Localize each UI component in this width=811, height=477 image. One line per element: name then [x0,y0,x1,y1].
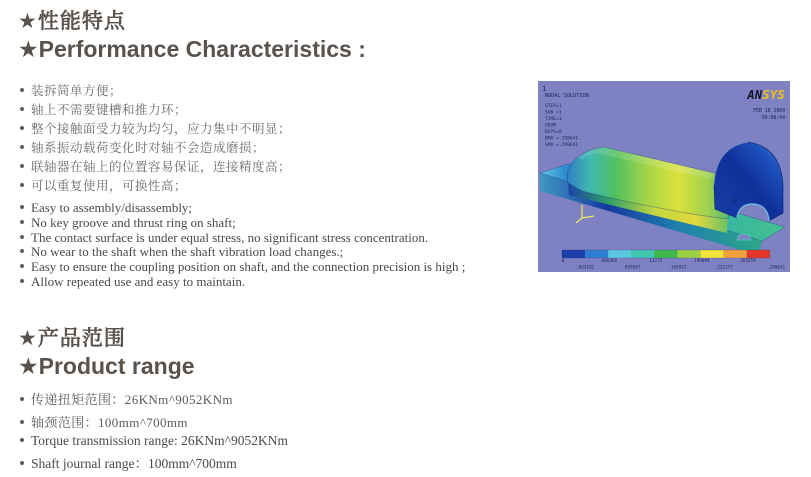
bullet-icon [20,438,24,442]
bullet-icon [20,279,24,283]
bullet-item [20,389,233,412]
product-heading-zh: ★产品范围 [18,327,126,350]
ansys-logo: ANSYS [747,88,785,102]
bullet-item [20,452,288,471]
legend-segment [701,250,724,258]
bullet-icon [20,461,24,465]
bullet-item [20,200,465,215]
legend-label: .232277 [714,265,733,271]
solution-title: NODAL SOLUTION [545,93,589,99]
bullet-icon [20,205,24,209]
legend-segment [631,250,654,258]
bullet-text: Shaft journal range：100mm^700mm [31,456,237,471]
legend-label: .066365 [599,259,618,264]
bullet-text: 轴上不需要键槽和推力环； [31,103,188,117]
bullet-item [20,119,291,138]
legend-label: .298641 [766,265,786,271]
performance-bullets-en [20,200,465,289]
bullet-text: 装拆简单方便； [31,84,123,98]
bullet-item [20,138,291,157]
bullet-text: Easy to assembly/disassembly; [31,200,193,215]
ansys-simulation-image [538,81,790,272]
bullet-item [20,259,465,274]
bullet-item [20,230,465,245]
bullet-item [20,176,291,195]
bullet-text: No key groove and thrust ring on shaft; [31,214,236,230]
bullet-icon [20,164,24,168]
legend-segment [585,250,608,258]
bullet-icon [20,220,24,224]
performance-bullets-zh [20,81,291,195]
legend-label: .165912 [668,265,687,271]
legend-segment [678,250,701,258]
bullet-icon [20,420,24,424]
product-heading-en: ★Product range [18,353,195,379]
bullet-text: Easy to ensure the coupling position on shaft, and the connection precision is high ; [31,259,466,275]
bullet-icon [20,397,24,401]
bullet-text: 传递扭矩范围：26KNm^9052KNm [31,392,233,407]
legend-segment [562,250,585,258]
bullet-text: No wear to the shaft when the shaft vibration load changes.; [31,244,344,260]
bullet-icon [20,107,24,111]
bullet-text: The contact surface is under equal stress, no significant stress concentration. [31,229,429,245]
bullet-icon [20,249,24,253]
bullet-icon [20,126,24,130]
info-line: RSYS=0 [545,130,562,135]
bullet-text: 联轴器在轴上的位置容易保证，连接精度高； [31,160,292,174]
bullet-item [20,215,465,230]
performance-heading-zh: ★性能特点 [18,10,126,33]
bullet-text: 可以重复使用，可换性高； [31,179,188,193]
bullet-text: Allow repeated use and easy to maintain. [31,273,246,289]
bullet-icon [20,145,24,149]
ansys-simulation-figure [538,81,790,272]
legend-segment [654,250,677,258]
bullet-icon [20,264,24,268]
performance-heading [18,8,366,63]
bullet-icon [20,88,24,92]
product-bullets-zh [20,389,233,435]
bullet-item [20,274,465,289]
bullet-text: Torque transmission range: 26KNm^9052KNm [31,433,288,448]
legend-label: .265459 [737,259,756,264]
plot-date: FEB 18 2009 [753,109,785,114]
bullet-item [20,81,291,100]
info-line: SUB =1 [545,110,562,116]
legend-label: .13273 [646,259,663,264]
product-heading [18,325,195,380]
legend-segment [747,250,770,258]
max-location-label: MX [732,198,737,203]
bullet-item [20,157,291,176]
bullet-item [20,244,465,259]
bullet-item [20,433,288,452]
legend-segment [608,250,631,258]
legend-label: .033182 [576,265,595,271]
performance-heading-en: ★Performance Characteristics : [18,36,366,62]
bullet-text: 轴系振动载荷变化时对轴不会造成磨损； [31,141,266,155]
info-line: STEP=1 [545,104,562,109]
corner-mark: 1 [542,85,547,93]
info-line: TIME=1 [545,117,562,122]
info-line: USUM [545,123,557,129]
bullet-item [20,100,291,119]
product-bullets-en [20,433,288,471]
bullet-icon [20,235,24,239]
bullet-item [20,412,233,435]
bullet-icon [20,183,24,187]
info-line: DMX =.298641 [545,136,579,142]
info-line: SMX =.298641 [545,143,579,148]
bullet-text: 轴颈范围：100mm^700mm [31,415,188,430]
legend-segment [724,250,747,258]
plot-time: 09:08:04 [761,116,785,121]
legend-label: .099547 [622,265,641,271]
bullet-text: 整个接触面受力较为均匀，应力集中不明显； [31,122,292,136]
legend-label: .199094 [691,259,710,264]
legend-label: 0 [561,259,565,264]
legend-bar [562,250,770,258]
